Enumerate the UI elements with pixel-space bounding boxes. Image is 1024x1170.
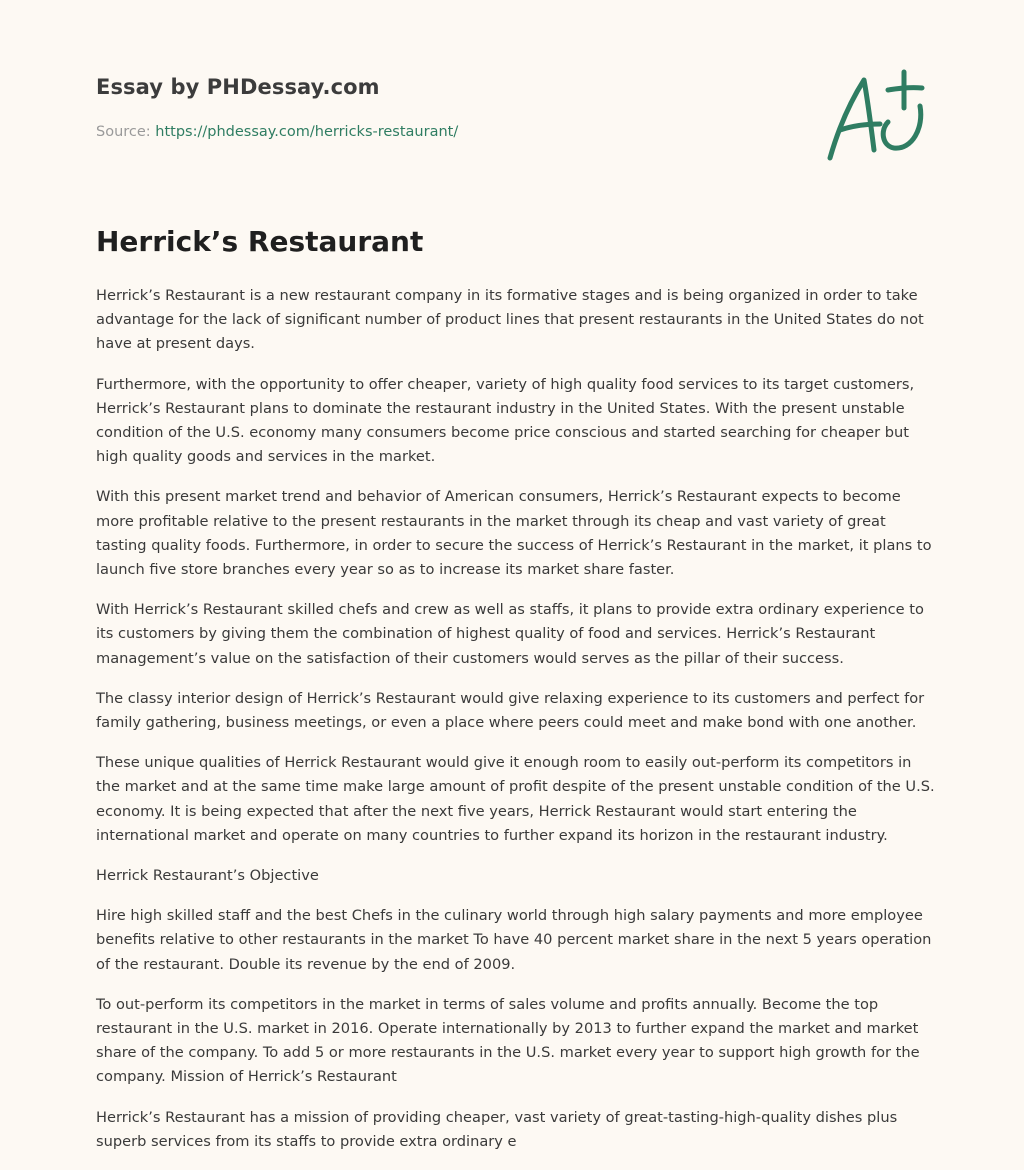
essay-paragraph: These unique qualities of Herrick Restaurant would give it enough room to easily out-perform its competitors in the market and at the same time make large amount of profit despite of the present unstable condition of the U.S. economy. It is being expected that after the next five years, Herrick Restaurant would start entering the international market and operate on many countries to further expand its horizon in the restaurant industry. (96, 754, 935, 844)
essay-paragraph: To out-perform its competitors in the market in terms of sales volume and profits annually. Become the top restaurant in the U.S. market in 2016. Operate internationally by 2013 to further expand the market and market share of the company. To add 5 or more restaurants in the U.S. market every year to support high growth for the company. Mission of Herrick’s Restaurant (96, 995, 920, 1086)
a-plus-logo-icon (824, 68, 928, 164)
essay-paragraph: Hire high skilled staff and the best Chefs in the culinary world through high salary payments and more employee benefits relative to other restaurants in the market To have 40 percent market share in the next 5 years operation of the restaurant. Double its revenue by the end of 2009. (96, 907, 932, 973)
essay-body (96, 284, 936, 1170)
source-line (96, 124, 458, 140)
essay-title: Herrick’s Restaurant (96, 225, 424, 258)
source-link[interactable]: https://phdessay.com/herricks-restaurant/ (155, 124, 459, 140)
essay-paragraph: The classy interior design of Herrick’s Restaurant would give relaxing experience to its customers and perfect for family gathering, business meetings, or even a place where peers could meet and make bond with one another. (96, 689, 925, 732)
source-label: Source: (96, 124, 156, 140)
section-heading: Herrick Restaurant’s Objective (96, 867, 319, 885)
essay-paragraph: With this present market trend and behavior of American consumers, Herrick’s Restaurant expects to become more profitable relative to the present restaurants in the market through its cheap and vast variety of great tasting quality foods. Furthermore, in order to secure the success of Herrick’s Restaurant in the market, it plans to launch five store branches every year so as to increase its market share faster. (96, 488, 932, 579)
essay-paragraph: With Herrick’s Restaurant skilled chefs and crew as well as staffs, it plans to provide extra ordinary experience to its customers by giving them the combination of highest quality of food and services. Herrick’s Restaurant management’s value on the satisfaction of their customers would serves as the pillar of their success. (96, 601, 924, 667)
essay-paragraph: Herrick’s Restaurant is a new restaurant company in its formative stages and is being organized in order to take advantage for the lack of significant number of product lines that present restaurants in the United States do not have at present days. (96, 287, 924, 353)
site-brand: Essay by PHDessay.com (96, 75, 380, 99)
essay-paragraph: Herrick’s Restaurant has a mission of providing cheaper, vast variety of great-tasting-high-quality dishes plus superb services from its staffs to provide extra ordinary e (96, 1108, 898, 1150)
essay-paragraph: Furthermore, with the opportunity to offer cheaper, variety of high quality food services to its target customers, Herrick’s Restaurant plans to dominate the restaurant industry in the United States. With the present unstable condition of the U.S. economy many consumers become price conscious and started searching for cheaper but high quality goods and services in the market. (96, 375, 915, 466)
